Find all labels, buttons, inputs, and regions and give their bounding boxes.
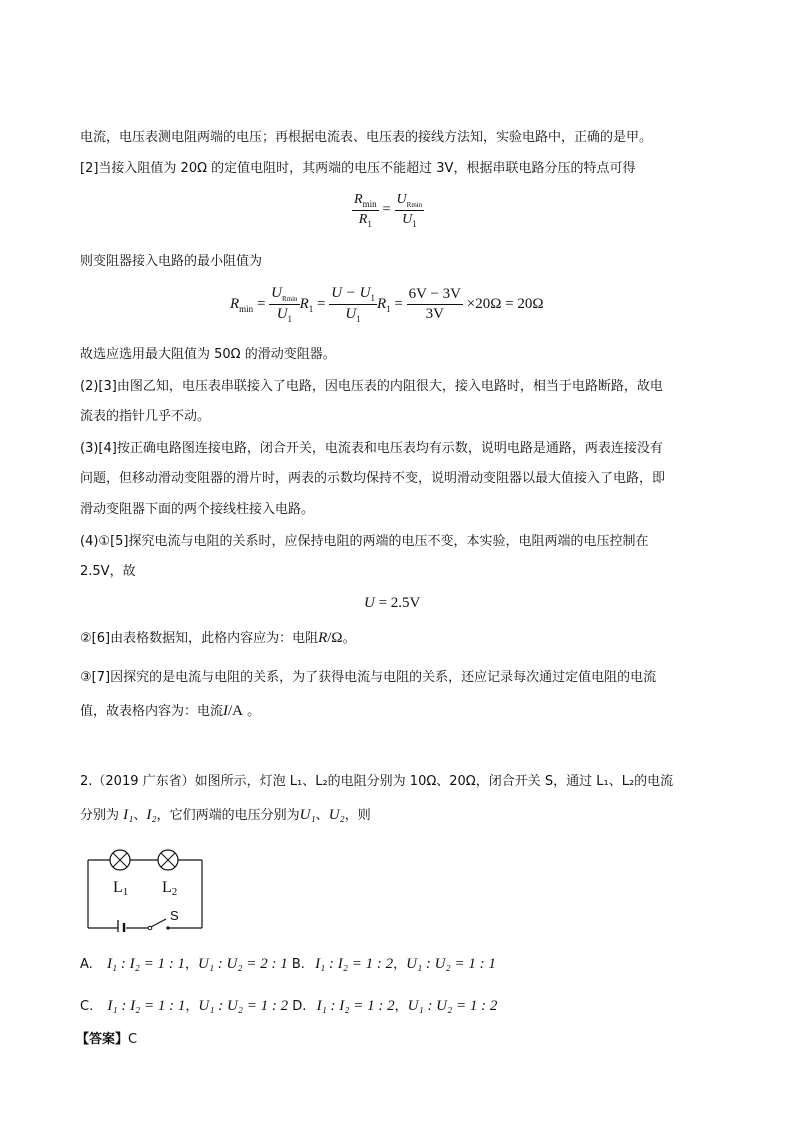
label-s: S — [170, 908, 179, 923]
equation-min-resistance: $R_{min}$ = $\frac{U_{Rmin}}{U_1}$ $R_1$ = $\frac{U - U_1}{U_1}$ $R_1$ = $\frac{6V - 3V}{3V}$ ×20Ω = 20Ω — [230, 285, 544, 324]
solution-paragraph-4: 故选应选用最大阻值为 50Ω 的滑动变阻器。 — [80, 347, 336, 362]
option-d[interactable]: D. I₁ : I₂ = 1 : 2，U₁ : U₂ = 1 : 2 — [292, 998, 498, 1014]
option-c[interactable]: C. I₁ : I₂ = 1 : 1，U₁ : U₂ = 1 : 2 — [80, 998, 289, 1014]
switch-icon — [148, 919, 169, 930]
fraction-u-ratio: $\frac{U_{Rmin}}{U_1}$ — [396, 192, 423, 229]
solution-paragraph-6a: (3)[4]按正确电路图连接电路，闭合开关，电流表和电压表均有示数，说明电路是通路，两表连接没有 — [80, 441, 663, 456]
fraction-1: $\frac{U_{Rmin}}{U_1}$ — [271, 285, 298, 324]
solution-paragraph-3: 则变阻器接入电路的最小阻值为 — [80, 254, 263, 269]
equation-ratio: $\frac{R_{min}}{R_1}$ = $\frac{U_{Rmin}}{U_1}$ — [354, 192, 423, 229]
circuit-diagram — [86, 848, 206, 932]
fraction-2: $\frac{U - U_1}{U_1}$ — [331, 285, 375, 324]
question-2-stem: 2.（2019 广东省）如图所示，灯泡 L₁、L₂的电阻分别为 10Ω、20Ω，闭合开关 S，通过 L₁、L₂的电流 — [80, 774, 674, 789]
solution-paragraph-6c: 滑动变阻器下面的两个接线柱接入电路。 — [80, 502, 315, 517]
fraction-3: $\frac{6V - 3V}{3V}$ — [408, 286, 461, 322]
solution-paragraph-2: [2]当接入阻值为 20Ω 的定值电阻时，其两端的电压不能超过 3V，根据串联电路分压的特点可得 — [80, 161, 636, 176]
equation-voltage: U = 2.5V — [364, 595, 421, 611]
answer-line — [76, 1030, 137, 1050]
solution-paragraph-8: ②[6]由表格数据知，此格内容应为：电阻R/Ω。 — [80, 630, 356, 646]
option-b[interactable]: B. I₁ : I₂ = 1 : 2，U₁ : U₂ = 1 : 1 — [291, 956, 496, 972]
label-l1: L1 — [113, 879, 129, 898]
lamp-l2-icon — [158, 850, 178, 870]
lamp-l1-icon — [110, 850, 130, 870]
solution-paragraph-1: 电流，电压表测电阻两端的电压；再根据电流表、电压表的接线方法知，实验电路中，正确的是甲。 — [80, 130, 653, 145]
solution-paragraph-7a: (4)①[5]探究电流与电阻的关系时，应保持电阻的两端的电压不变，本实验，电阻两端的电压控制在 — [80, 534, 649, 549]
answer-value: C — [128, 1032, 138, 1047]
options-row-1 — [80, 953, 496, 973]
solution-paragraph-9b: 值，故表格内容为：电流I/A 。 — [80, 703, 261, 719]
options-row-2 — [80, 995, 497, 1015]
label-l2: L2 — [162, 879, 178, 898]
question-2-stem-2: 分别为 I₁、I₂，它们两端的电压分别为U₁、U₂，则 — [80, 807, 371, 823]
solution-paragraph-9a: ③[7]因探究的是电流与电阻的关系，为了获得电流与电阻的关系，还应记录每次通过定值电阻的电流 — [80, 670, 657, 685]
solution-paragraph-5b: 流表的指针几乎不动。 — [80, 409, 211, 424]
battery-icon — [118, 920, 124, 932]
fraction-r-ratio: $\frac{R_{min}}{R_1}$ — [354, 192, 377, 229]
solution-paragraph-7b: 2.5V，故 — [80, 564, 136, 579]
solution-paragraph-6b: 问题，但移动滑动变阻器的滑片时，两表的示数均保持不变，说明滑动变阻器以最大值接入了电路，即 — [80, 471, 666, 486]
answer-label: 【答案】 — [76, 1032, 129, 1047]
solution-paragraph-5a: (2)[3]由图乙知，电压表串联接入了电路，因电压表的内阻很大，接入电路时，相当于电路断路，故电 — [80, 379, 663, 394]
option-a[interactable]: A. I₁ : I₂ = 1 : 1，U₁ : U₂ = 2 : 1 — [80, 956, 288, 972]
